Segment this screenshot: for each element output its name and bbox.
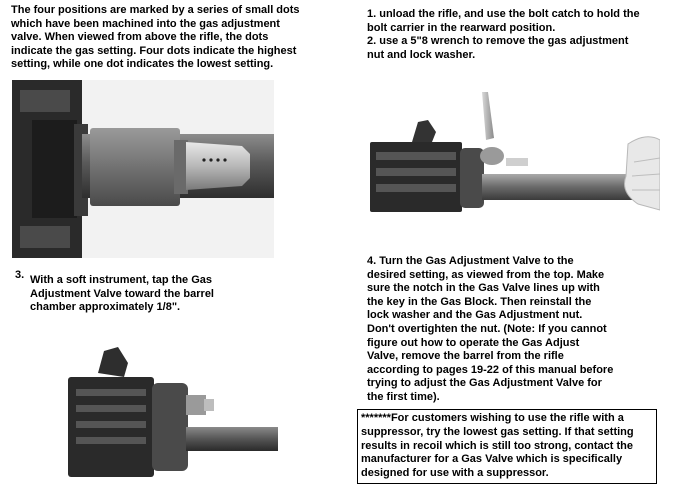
notice-line: designed for use with a suppressor.	[361, 467, 549, 480]
step-line: trying to adjust the Gas Adjustment Valve for	[367, 377, 602, 390]
step-line: figure out how to operate the Gas Adjust	[367, 336, 580, 349]
notice-line: manufacturer for a Gas Valve which is specifically	[361, 453, 623, 466]
step-line: 4. Turn the Gas Adjustment Valve to the	[367, 255, 574, 267]
step-line: Valve, remove the barrel from the rifle	[367, 350, 564, 363]
intro-line: setting, while one dot indicates the lowest setting.	[11, 58, 274, 71]
step-3-paragraph	[30, 274, 275, 315]
step-line: lock washer and the Gas Adjustment nut.	[367, 309, 583, 322]
intro-paragraph	[11, 4, 341, 72]
step-3-number: 3.	[15, 269, 25, 281]
gas-block-side-photo	[68, 345, 278, 485]
step-line: 2. use a 5"8 wrench to remove the gas adjustment	[367, 35, 629, 48]
wrench-on-nut-photo	[370, 92, 660, 220]
step-line: Adjustment Valve toward the barrel	[30, 287, 214, 300]
steps-1-2-paragraph	[367, 8, 672, 62]
suppressor-notice-box	[357, 409, 657, 484]
step-line: chamber approximately 1/8".	[30, 301, 181, 314]
notice-line: suppressor, try the lowest gas setting. If that setting	[361, 425, 634, 438]
step-line: bolt carrier in the rearward position.	[367, 21, 556, 34]
intro-line: which have been machined into the gas adjustment	[11, 17, 280, 30]
notice-line: *******For customers wishing to use the rifle with a	[361, 412, 624, 424]
step-line: 1. unload the rifle, and use the bolt catch to hold the	[367, 8, 640, 20]
intro-line: indicate the gas setting. Four dots indicate the highest	[11, 44, 297, 57]
step-line: the key in the Gas Block. Then reinstall the	[367, 295, 592, 308]
step-line: the first time).	[367, 390, 440, 403]
intro-line: The four positions are marked by a series of small dots	[11, 4, 300, 16]
step-line: sure the notch in the Gas Valve lines up with	[367, 282, 600, 295]
step-4-paragraph	[367, 255, 672, 405]
notice-line: results in recoil which is still too strong, contact the	[361, 439, 633, 452]
gas-block-top-view-photo	[12, 80, 274, 258]
step-line: Don't overtighten the nut. (Note: If you cannot	[367, 322, 607, 335]
step-line: With a soft instrument, tap the Gas	[30, 274, 213, 286]
intro-line: valve. When viewed from above the rifle, the dots	[11, 31, 269, 44]
step-line: desired setting, as viewed from the top. Make	[367, 268, 605, 281]
step-line: according to pages 19-22 of this manual before	[367, 363, 614, 376]
step-line: nut and lock washer.	[367, 48, 476, 61]
